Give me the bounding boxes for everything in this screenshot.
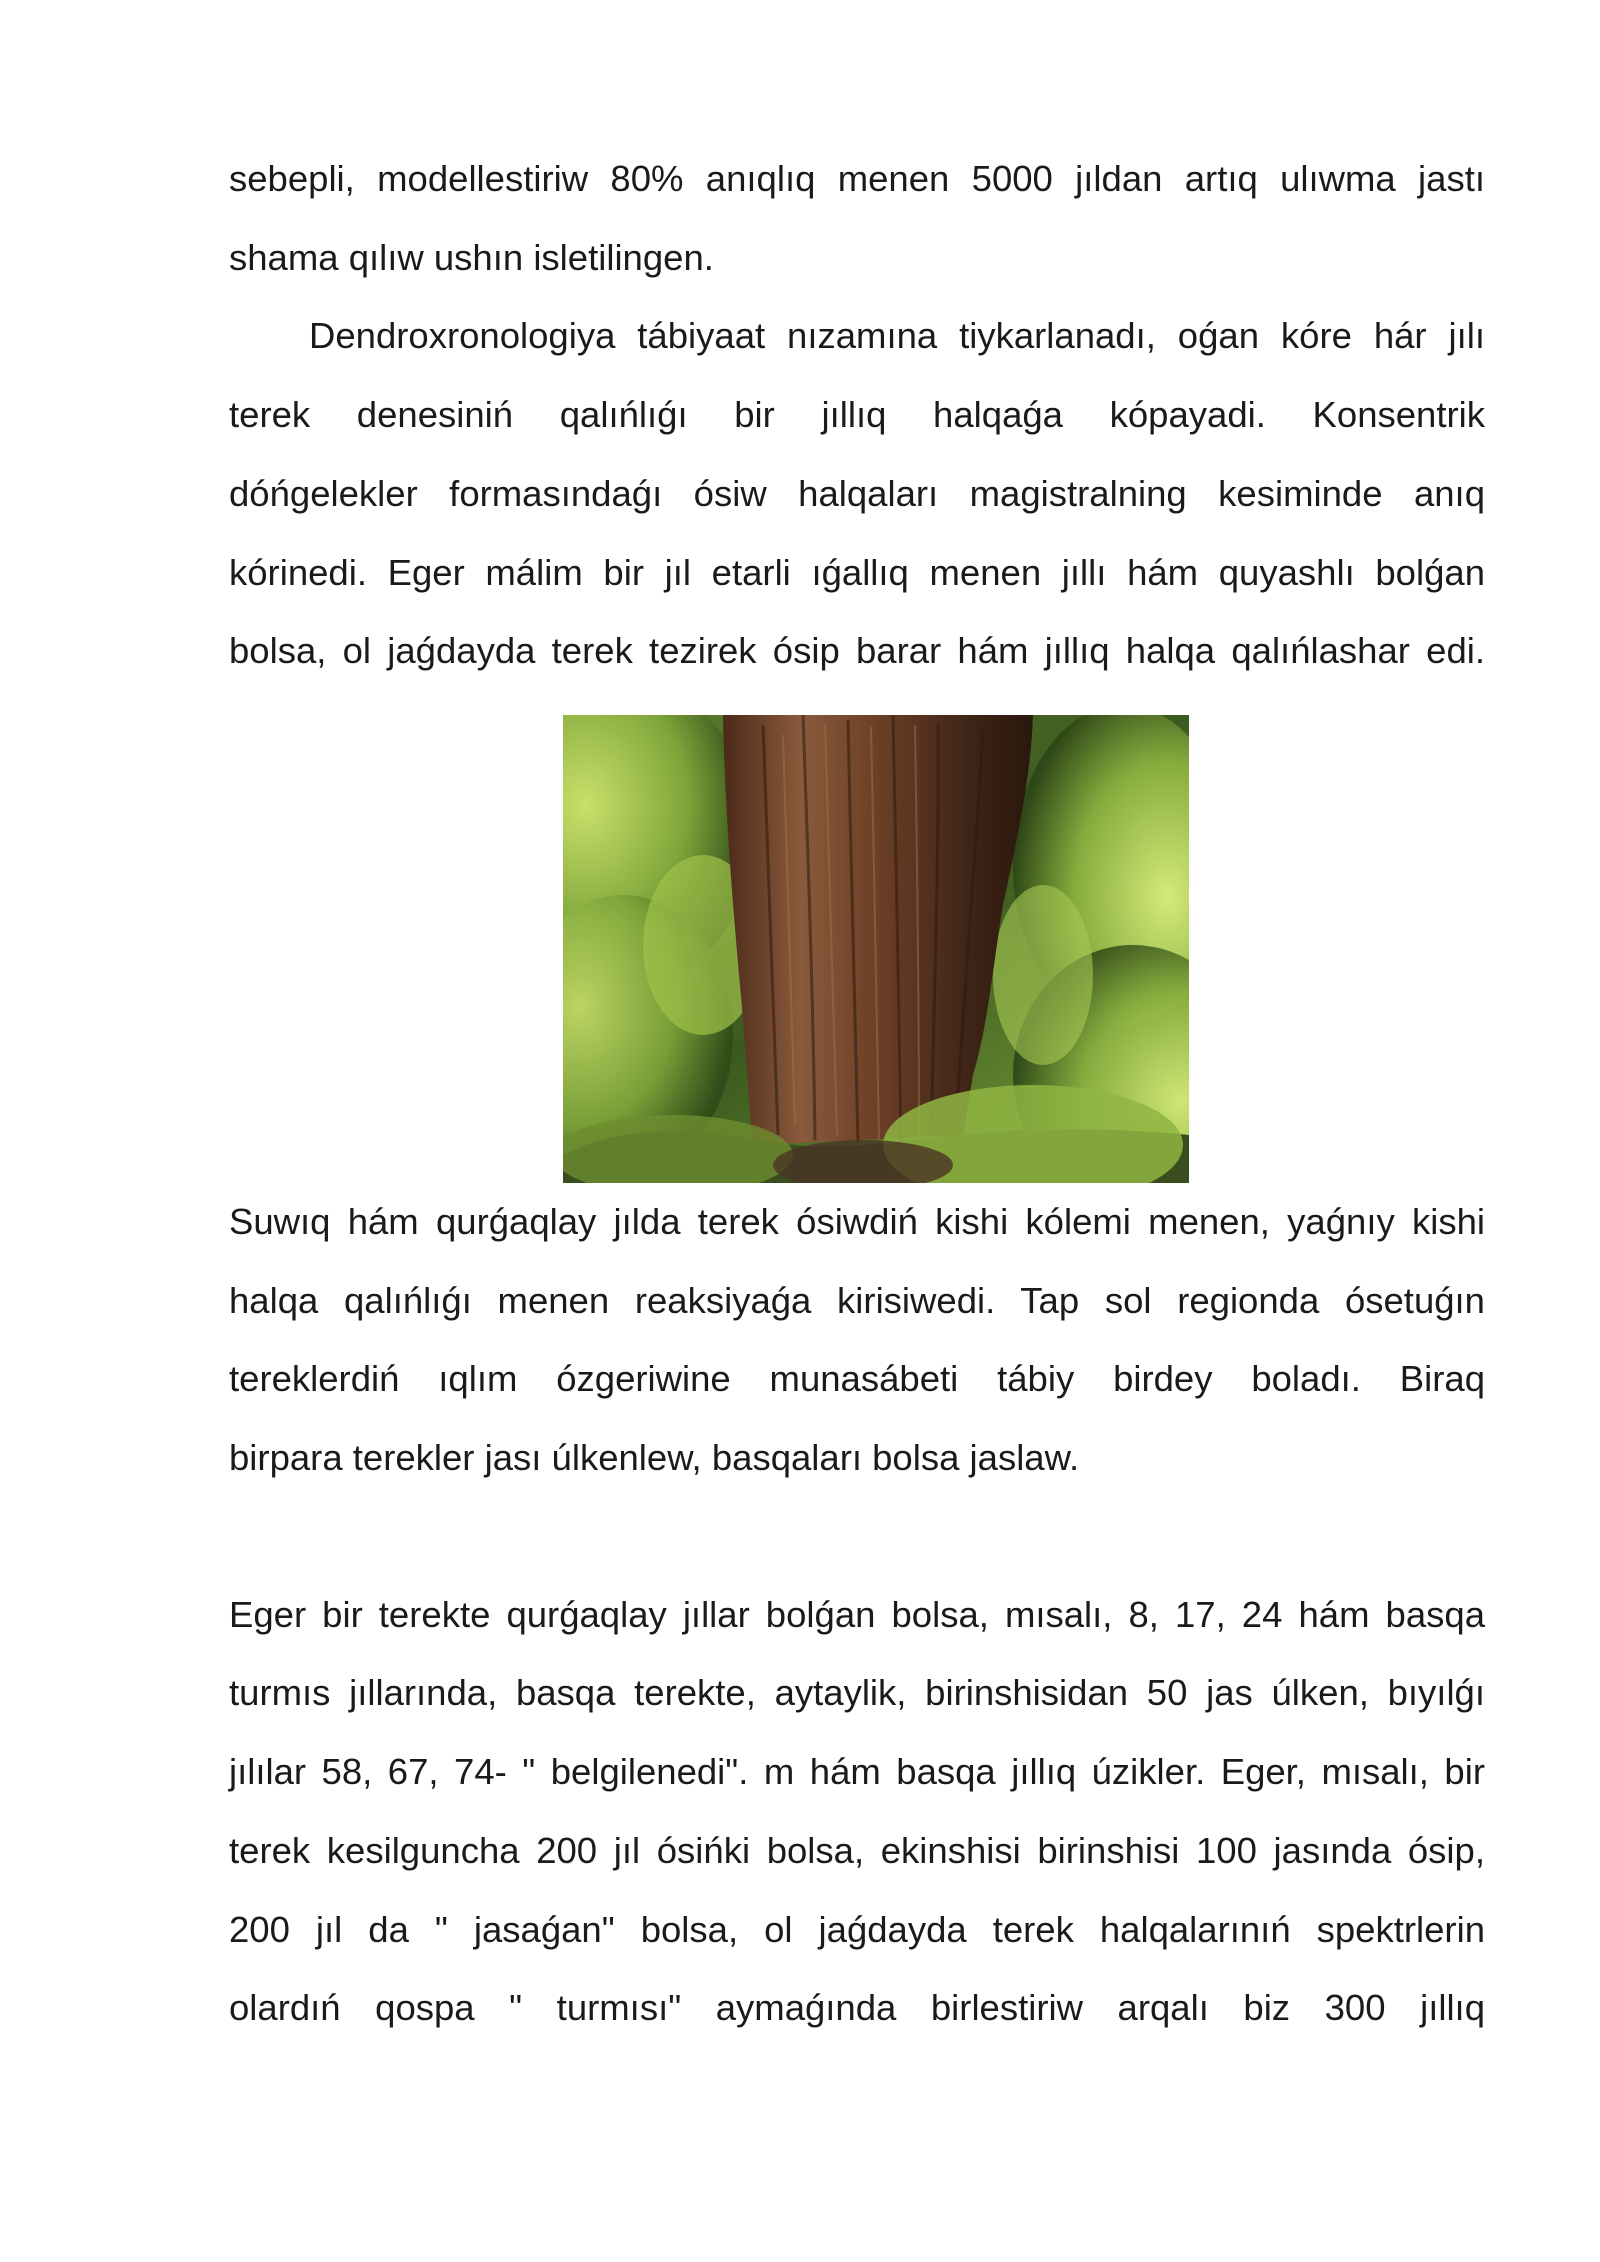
text-line: jılılar 58, 67, 74- " belgilenedi". m hám basqa jıllıq úzikler. Eger, mısalı, bir xyxy=(229,1751,1485,1793)
paragraph-3 xyxy=(229,1183,1485,1498)
text-line: birpara terekler jası úlkenlew, basqaları bolsa jaslaw. xyxy=(229,1437,1080,1479)
text-line: bolsa, ol jaǵdayda terek tezirek ósip barar hám jıllıq halqa qalıńlashar edi. xyxy=(229,630,1485,672)
text-line: kórinedi. Eger málim bir jıl etarli ıǵallıq menen jıllı hám quyashlı bolǵan xyxy=(229,551,1485,593)
text-line: sebepli, modellestiriw 80% anıqlıq menen 5000 jıldan artıq ulıwma jastı xyxy=(229,158,1485,199)
tree-trunk-photo xyxy=(563,715,1189,1183)
text-line: Eger bir terekte qurǵaqlay jıllar bolǵan bolsa, mısalı, 8, 17, 24 hám basqa xyxy=(229,1593,1485,1635)
text-line: 200 jıl da " jasaǵan" bolsa, ol jaǵdayda terek halqalarınıń spektrlerin xyxy=(229,1908,1485,1950)
document-page xyxy=(229,140,1485,2048)
text-line: Suwıq hám qurǵaqlay jılda terek ósiwdiń kishi kólemi menen, yaǵnıy kishi xyxy=(229,1200,1485,1242)
text-line: terek denesiniń qalıńlıǵı bir jıllıq halqaǵa kópayadi. Konsentrik xyxy=(229,394,1485,436)
text-line: halqa qalıńlıǵı menen reaksiyaǵa kirisiwedi. Tap sol regionda ósetuǵın xyxy=(229,1279,1485,1321)
text-line: dóńgelekler formasındaǵı ósiw halqaları magistralning kesiminde anıq xyxy=(229,472,1485,514)
text-line: Dendroxronologiya tábiyaat nızamına tiykarlanadı, oǵan kóre hár jılı xyxy=(309,315,1485,357)
text-line: tereklerdiń ıqlım ózgeriwine munasábeti tábiy birdey boladı. Biraq xyxy=(229,1358,1485,1400)
text-line: terek kesilguncha 200 jıl ósińki bolsa, ekinshisi birinshisi 100 jasında ósip, xyxy=(229,1829,1485,1871)
text-line: olardıń qospa " turmısı" aymaǵında birlestiriw arqalı biz 300 jıllıq xyxy=(229,1987,1485,2029)
paragraph-1 xyxy=(229,140,1485,297)
text-line: shama qılıw ushın isletilingen. xyxy=(229,236,714,278)
paragraph-4 xyxy=(229,1576,1485,2048)
tree-trunk-photo-icon xyxy=(563,715,1189,1183)
paragraph-2 xyxy=(229,297,1485,691)
text-line: turmıs jıllarında, basqa terekte, aytaylik, birinshisidan 50 jas úlken, bıyılǵı xyxy=(229,1672,1485,1714)
paragraph-spacer xyxy=(229,1498,1485,1576)
